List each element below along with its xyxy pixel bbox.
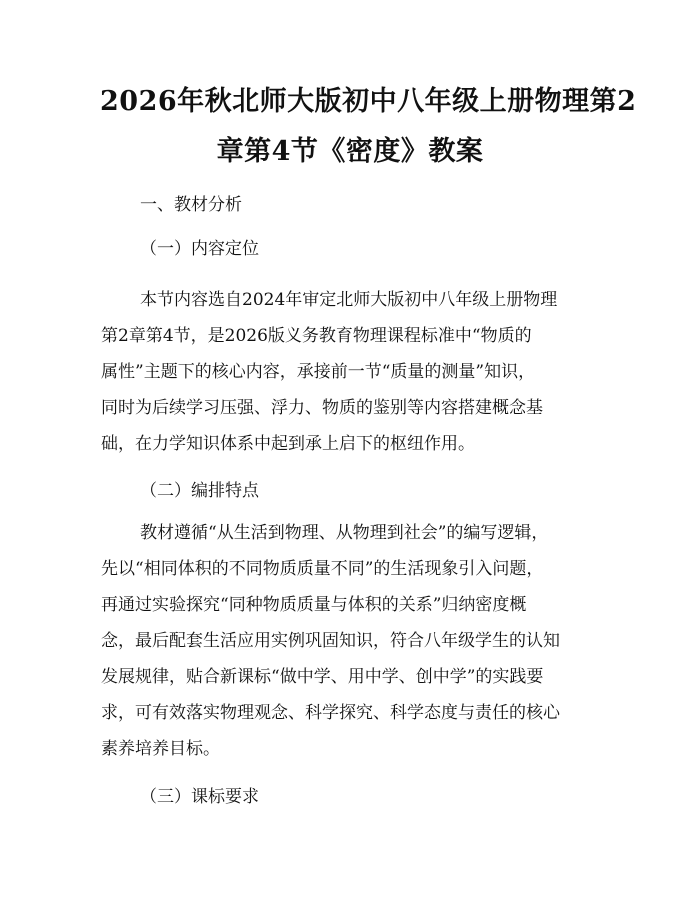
- paragraph-line: 教材遵循“从生活到物理、从物理到社会”的编写逻辑，: [140, 523, 549, 543]
- paragraph-line: 念，最后配套生活应用实例巩固知识，符合八年级学生的认知: [101, 631, 560, 651]
- paragraph-line: 发展规律，贴合新课标“做中学、用中学、创中学”的实践要: [101, 667, 544, 687]
- subheading-content-positioning: （一）内容定位: [140, 239, 259, 259]
- document-title-line-1: 2026年秋北师大版初中八年级上册物理第2: [100, 86, 637, 117]
- document-title-line-2: 章第4节《密度》教案: [216, 136, 484, 167]
- paragraph-line: 先以“相同体积的不同物质质量不同”的生活现象引入问题，: [101, 559, 544, 579]
- paragraph-line: 求，可有效落实物理观念、科学探究、科学态度与责任的核心: [101, 703, 560, 723]
- paragraph-line: 同时为后续学习压强、浮力、物质的鉴别等内容搭建概念基: [101, 398, 543, 418]
- paragraph-line: 础，在力学知识体系中起到承上启下的枢纽作用。: [101, 434, 475, 454]
- paragraph-line: 再通过实验探究“同种物质质量与体积的关系”归纳密度概: [101, 595, 527, 615]
- paragraph-line: 本节内容选自2024年审定北师大版初中八年级上册物理: [140, 290, 558, 310]
- paragraph-line: 第2章第4节，是2026版义务教育物理课程标准中“物质的: [101, 326, 532, 346]
- paragraph-content-positioning: [101, 282, 601, 462]
- section-heading-textbook-analysis: 一、教材分析: [140, 195, 242, 215]
- subheading-arrangement-features: （二）编排特点: [140, 481, 259, 501]
- paragraph-line: 素养培养目标。: [101, 739, 220, 759]
- paragraph-line: 属性”主题下的核心内容，承接前一节“质量的测量”知识，: [101, 362, 536, 382]
- subheading-curriculum-requirements: （三）课标要求: [140, 787, 259, 807]
- paragraph-arrangement-features: [101, 515, 601, 767]
